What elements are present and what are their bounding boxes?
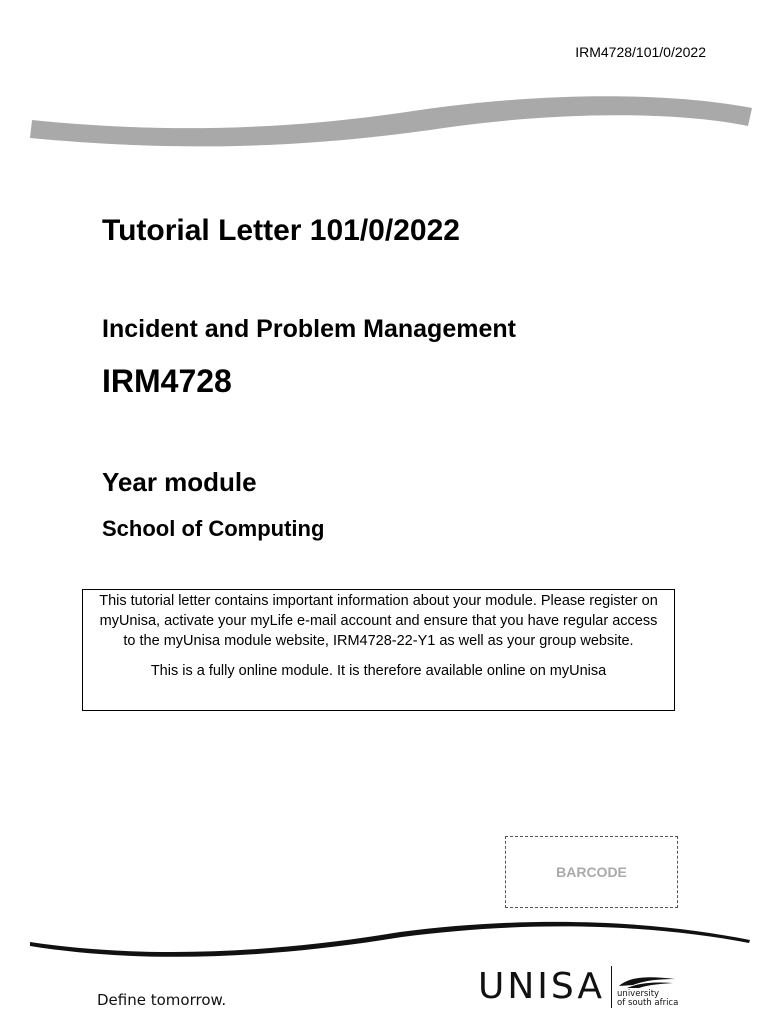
logo-tagline-line2: of south africa — [617, 998, 679, 1008]
logo-side-block — [617, 966, 679, 1008]
info-paragraph-registration: This tutorial letter contains important information about your module. Please register on myUnisa, activate your myLife e-mail account and ensure that you have regular access to the myUnisa module website, IRM4728-22-Y1 as well as your group website. — [99, 593, 658, 649]
top-swoosh-decoration — [0, 80, 768, 160]
barcode-label: BARCODE — [556, 864, 627, 880]
module-duration: Year module — [102, 467, 257, 497]
logo-divider — [611, 966, 612, 1008]
bird-wing-icon — [617, 974, 679, 990]
barcode-placeholder — [505, 836, 678, 908]
tutorial-letter-title: Tutorial Letter 101/0/2022 — [102, 214, 460, 247]
footer-tagline: Define tomorrow. — [97, 991, 227, 1009]
logo-tagline-line1: university — [617, 989, 660, 999]
module-code: IRM4728 — [102, 363, 232, 399]
document-code: IRM4728/101/0/2022 — [575, 44, 706, 60]
info-paragraph-online: This is a fully online module. It is therefore available online on myUnisa — [150, 663, 607, 679]
important-info-box — [82, 589, 675, 711]
school-name: School of Computing — [102, 516, 325, 541]
unisa-wordmark: UNISA — [478, 966, 606, 1007]
bottom-swoosh-decoration — [0, 912, 768, 962]
unisa-logo — [478, 966, 679, 1008]
module-name: Incident and Problem Management — [102, 315, 516, 343]
